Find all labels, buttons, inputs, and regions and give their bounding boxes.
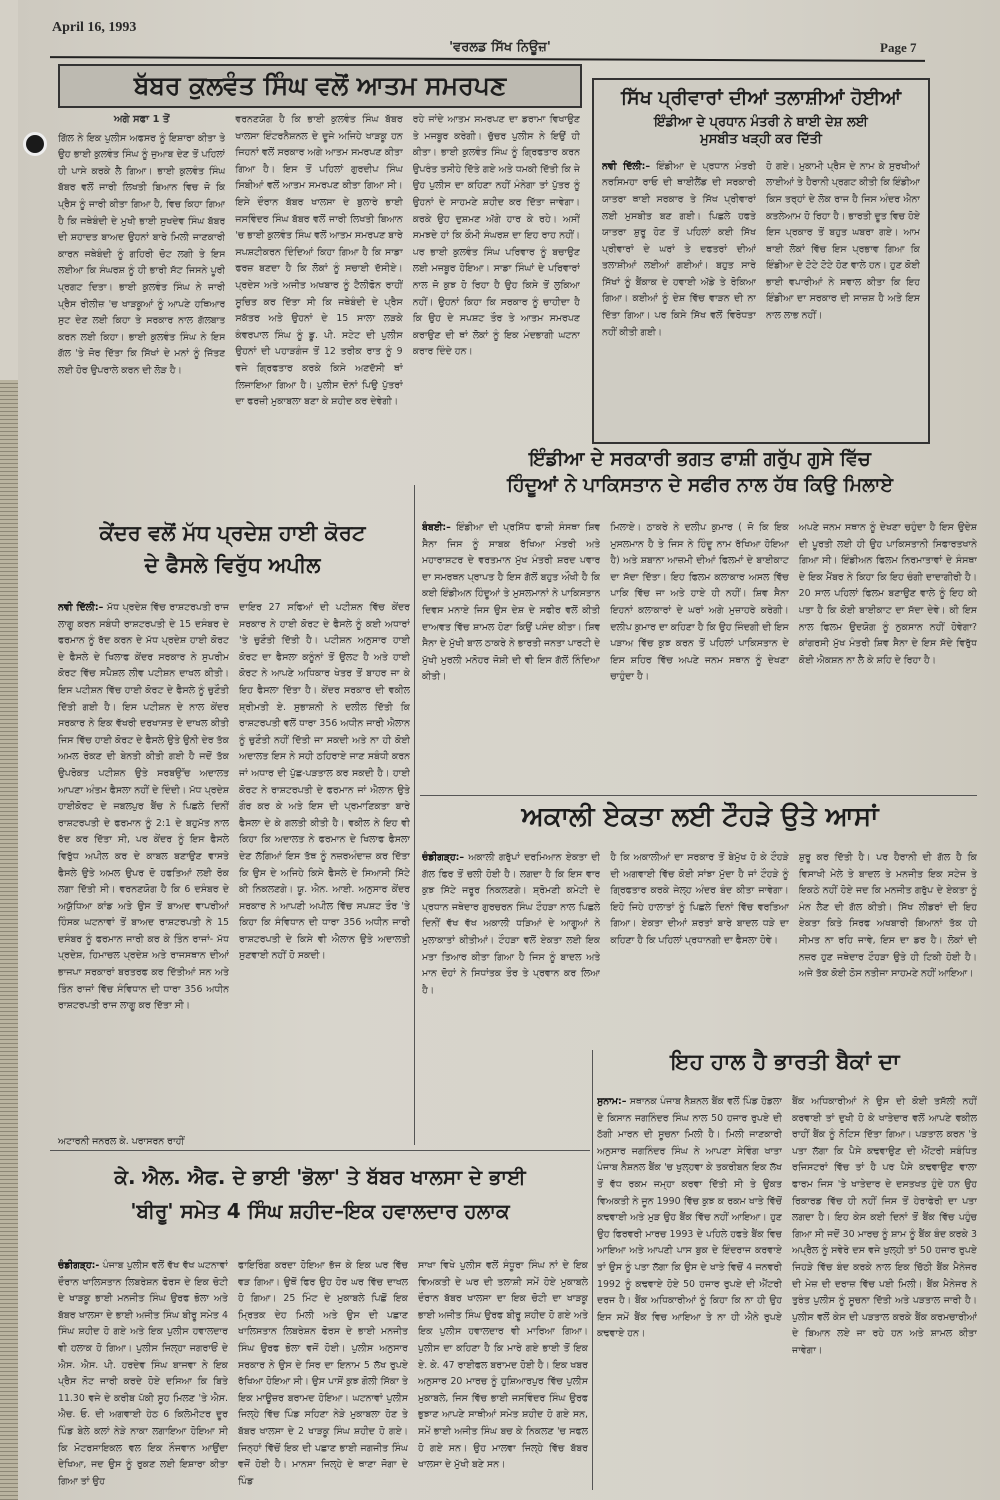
dateline: ਨਵੀ ਦਿੱਲੀ:– [58, 602, 104, 613]
headline-line: 'ਬੀਰੂ' ਸਮੇਤ 4 ਸਿੰਘ ਸ਼ਹੀਦ–ਇਕ ਹਵਾਲਦਾਰ ਹਲਾਕ [130, 1199, 510, 1223]
dateline: ਚੰਡੀਗੜ੍ਹ:– [422, 852, 465, 863]
article-column: ਅਪਣੇ ਜਨਮ ਸਥਾਨ ਨੂੰ ਦੇਖਣਾ ਚਹੁੰਦਾ ਹੈ ਇਸ ਉਦੇਸ਼ ਦੀ ਪੂਰਤੀ ਲਈ ਹੀ ਉਹ ਪਾਕਿਸਤਾਨੀ ਸਿਫਾਰਤਖਾਨੇ ਗਿਆ ਸੀ। ਇੰਡੀਅਨ ਫਿਲਮ ਨਿਰਮਾਤਾਵਾਂ ਦੇ ਸੰਸਥਾ ਦੇ ਇਕ ਮੈਂਬਰ ਨੇ ਕਿਹਾ ਕਿ ਇਹ ਚੰਗੀ ਦਾਦਾਗੀਰੀ ਹੈ। 20 ਸਾਲ ਪਹਿਲਾਂ ਫਿਲਮ ਬਣਾਉਣ ਵਾਲੇ ਨੂੰ ਇਹ ਕੀ ਪਤਾ ਹੈ ਕਿ ਕੋਈ ਬਾਈਕਾਟ ਦਾ ਸੱਦਾ ਦੇਵੇ। ਕੀ ਇਸ ਨਾਲ ਫਿਲਮ ਉਦਯੋਗ ਨੂੰ ਨੁਕਸਾਨ ਨਹੀਂ ਹੋਵੇਗਾ? ਕਾਂਗਰਸੀ ਮੁੱਖ ਮੰਤਰੀ ਸ਼ਿਵ ਸੈਨਾ ਦੇ ਇਸ ਸੱਦੇ ਵਿਰੁੱਧ ਕੋਈ ਐਕਸ਼ਨ ਨਾ ਲੈ ਕੇ ਸ਼ਹਿ ਦੇ ਰਿਹਾ ਹੈ। [798, 522, 977, 666]
article-text: ਪੰਜਾਬ ਪੁਲੀਸ ਵਲੋਂ ਵੱਖ ਵੱਖ ਘਟਨਾਵਾਂ ਦੌਰਾਨ ਖਾਲਿਸਤਾਨ ਲਿਬਰੇਸ਼ਨ ਫੋਰਸ ਦੇ ਇਕ ਚੋਟੀ ਦੇ ਖਾੜਕੂ ਭਾਈ ਮਨਜੀਤ ਸਿੰਘ ਉਰਫ ਭੋਲਾ ਅਤੇ ਬੱਬਰ ਖਾਲਸਾ ਦੇ ਭਾਈ ਅਜੀਤ ਸਿੰਘ ਬੀਰੂ ਸਮੇਤ 4 ਸਿੰਘ ਸ਼ਹੀਦ ਹੋ ਗਏ ਅਤੇ ਇਕ ਪੁਲੀਸ ਹਵਾਲਦਾਰ ਵੀ ਹਲਾਕ ਹੋ ਗਿਆ। ਪੁਲੀਸ ਜਿਲ੍ਹਾ ਜਗਰਾਓਂ ਦੇ ਐਸ. ਐਸ. ਪੀ. ਹਰਦੇਵ ਸਿੰਘ ਬਾਜਵਾ ਨੇ ਇਕ ਪ੍ਰੈਸ ਨੋਟ ਜਾਰੀ ਕਰਦੇ ਹੋਏ ਦਸਿਆ ਕਿ ਬਿਤੇ 11.30 ਵਜੇ ਦੇ ਕਰੀਬ ਪੱਕੀ ਸੂਹ ਮਿਲਣ 'ਤੇ ਐਸ. ਐਚ. ਓ. ਦੀ ਅਗਵਾਈ ਹੇਠ 6 ਕਿਲੋਮੀਟਰ ਦੂਰ ਪਿੰਡ ਬੇਲੇ ਕਲਾਂ ਨੇੜੇ ਨਾਕਾ ਲਗਾਇਆ ਹੋਇਆ ਸੀ ਕਿ ਮੋਟਰਸਾਇਕਲ ਵਲ ਇਕ ਨੌਜਵਾਨ ਆਉਂਦਾ ਦੇਖਿਆ, ਜਦ ਉਸ ਨੂੰ ਰੁਕਣ ਲਈ ਇਸ਼ਾਰਾ ਕੀਤਾ ਗਿਆ ਤਾਂ ਉਹ [58, 1260, 228, 1487]
article-column: ਹੈ ਕਿ ਅਕਾਲੀਆਂ ਦਾ ਸਰਕਾਰ ਤੋਂ ਬੇਮੁੱਖ ਹੋ ਕੇ ਟੌਹੜੇ ਦੀ ਅਗਵਾਈ ਵਿੱਚ ਕੋਈ ਸਾਂਝਾ ਮੁੱਦਾ ਹੈ ਜਾਂ ਟੌਹੜੇ ਨੂੰ ਗ੍ਰਿਫਤਾਰ ਕਰਕੇ ਜੇਲ੍ਹ ਅੰਦਰ ਬੰਦ ਕੀਤਾ ਜਾਵੇਗਾ। ਇਹੋ ਜਿਹੇ ਹਾਲਾਤਾਂ ਨੂੰ ਪਿਛਲੇ ਦਿਨਾਂ ਵਿੱਚ ਵਰਤਿਆ ਗਿਆ। ਏਕਤਾ ਦੀਆਂ ਸ਼ਰਤਾਂ ਬਾਰੇ ਬਾਦਲ ਧੜੇ ਦਾ ਕਹਿਣਾ ਹੈ ਕਿ ਪਹਿਲਾਂ ਪ੍ਰਧਾਨਗੀ ਦਾ ਫੈਸਲਾ ਹੋਵੇ। [610, 852, 789, 946]
searches-headline: ਸਿੱਖ ਪ੍ਰੀਵਾਰਾਂ ਦੀਆਂ ਤਲਾਸ਼ੀਆਂ ਹੋਈਆਂ [620, 87, 902, 109]
dateline: ਨਵੀ ਦਿੱਲੀ:– [602, 160, 651, 172]
article-text: ਇੰਡੀਆ ਦੇ ਪ੍ਰਧਾਨ ਮੰਤਰੀ ਨਰਸਿਮਹਾ ਰਾਓ ਦੀ ਥਾਈਲੈਂਡ ਦੀ ਸਰਕਾਰੀ ਯਾਤਰਾ ਥਾਈ ਸਰਕਾਰ ਤੇ ਸਿੱਖ ਪ੍ਰੀਵਾਰਾਂ ਲਈ ਮੁਸਬੀਤ ਬਣ ਗਈ। ਪਿਛਲੇ ਹਫਤੇ ਯਾਤਰਾ ਸ਼ੁਰੂ ਹੋਣ ਤੋਂ ਪਹਿਲਾਂ ਕਈ ਸਿੱਖ ਪ੍ਰੀਵਾਰਾਂ ਦੇ ਘਰਾਂ ਤੇ ਦਫਤਰਾਂ ਦੀਆਂ ਤਲਾਸ਼ੀਆਂ ਲਈਆਂ ਗਈਆਂ। ਬਹੁਤ ਸਾਰੇ ਸਿੱਖਾਂ ਨੂੰ ਬੈਂਕਾਕ ਦੇ ਹਵਾਈ ਅੱਡੇ ਤੇ ਰੋਕਿਆ ਗਿਆ। ਕਈਆਂ ਨੂੰ ਦੇਸ਼ ਵਿੱਚ ਵਾੜਨ ਦੀ ਨਾ ਦਿੱਤਾ ਗਿਆ। ਪਰ ਕਿਸੇ ਸਿੱਖ ਵਲੋਂ ਵਿਰੋਧਤਾ ਨਹੀਂ ਕੀਤੀ ਗਈ। [602, 160, 756, 338]
klf-headline [50, 1160, 590, 1228]
headline-line: ਕੇਂਦਰ ਵਲੋਂ ਮੱਧ ਪ੍ਰਦੇਸ਼ ਹਾਈ ਕੋਰਟ [99, 521, 366, 545]
article-column: ਸ਼ੁਰੂ ਕਰ ਦਿੱਤੀ ਹੈ। ਪਰ ਹੈਰਾਨੀ ਦੀ ਗੱਲ ਹੈ ਕਿ ਵਿਸਾਖੀ ਮੇਲੇ ਤੇ ਬਾਦਲ ਤੇ ਮਨਜੀਤ ਇਕ ਸਟੇਜ ਤੇ ਇਕਠੇ ਨਹੀਂ ਹੋਏ ਜਦ ਕਿ ਮਨਜੀਤ ਗਰੁੱਪ ਦੇ ਏਕਤਾ ਨੂੰ ਮੰਨ ਲੈਣ ਦੀ ਗੱਲ ਕੀਤੀ। ਸਿੱਖ ਲੀਡਰਾਂ ਦੀ ਇਹ ਏਕਤਾ ਕਿਤੇ ਸਿਰਫ ਅਖਬਾਰੀ ਬਿਆਨਾਂ ਤੱਕ ਹੀ ਸੀਮਤ ਨਾ ਰਹਿ ਜਾਵੇ, ਇਸ ਦਾ ਡਰ ਹੈ। ਲੋਕਾਂ ਦੀ ਨਜ਼ਰ ਹੁਣ ਜਥੇਦਾਰ ਟੌਹੜਾ ਉਤੇ ਹੀ ਟਿਕੀ ਹੋਈ ਹੈ। ਅਜੇ ਤੱਕ ਕੋਈ ਠੋਸ ਨਤੀਜਾ ਸਾਹਮਣੇ ਨਹੀਂ ਆਇਆ। [798, 852, 977, 980]
column-divider [592, 1050, 593, 1490]
binding-strip [0, 380, 18, 1500]
article-text: ਇੰਡੀਆ ਦੀ ਪ੍ਰਸਿੱਧ ਫਾਸ਼ੀ ਸੰਸਥਾ ਸ਼ਿਵ ਸੈਨਾ ਜਿਸ ਨੂੰ ਸਾਬਕ ਰੱਖਿਆ ਮੰਤਰੀ ਅਤੇ ਮਹਾਰਾਸ਼ਟਰ ਦੇ ਵਰਤਮਾਨ ਮੁੱਖ ਮੰਤਰੀ ਸ਼ਰਦ ਪਵਾਰ ਦਾ ਸਮਰਥਨ ਪ੍ਰਾਪਤ ਹੈ ਇਸ ਗੱਲੋਂ ਬਹੁਤ ਔਖੀ ਹੈ ਕਿ ਕਈ ਇੰਡੀਅਨ ਹਿੰਦੂਆਂ ਤੇ ਮੁਸਲਮਾਨਾਂ ਨੇ ਪਾਕਿਸਤਾਨ ਦਿਵਸ ਮਨਾਏ ਜਿਸ ਉਸ ਦੇਸ਼ ਦੇ ਸਫੀਰ ਵਲੋਂ ਕੀਤੀ ਦਾਅਵਤ ਵਿੱਚ ਸ਼ਾਮਲ ਹੋਣਾ ਕਿਉਂ ਪਸੰਦ ਕੀਤਾ। ਸ਼ਿਵ ਸੈਨਾ ਦੇ ਮੁੱਖੀ ਬਾਲ ਠਾਕਰੇ ਨੇ ਭਾਰਤੀ ਜਨਤਾ ਪਾਰਟੀ ਦੇ ਮੁੱਖੀ ਮੁਰਲੀ ਮਨੋਹਰ ਜੋਸ਼ੀ ਦੀ ਵੀ ਇਸ ਗੱਲੋਂ ਨਿੰਦਿਆ ਕੀਤੀ। [422, 522, 601, 683]
bank-article [597, 1094, 977, 1490]
article-column: ਬੈਂਕ ਅਧਿਕਾਰੀਆਂ ਨੇ ਉਸ ਦੀ ਕੋਈ ਤਸੱਲੀ ਨਹੀਂ ਕਰਵਾਈ ਤਾਂ ਦੁਖੀ ਹੋ ਕੇ ਖਾਤੇਦਾਰ ਵਲੋਂ ਆਪਣੇ ਵਕੀਲ ਰਾਹੀਂ ਬੈਂਕ ਨੂੰ ਨੋਟਿਸ ਦਿੱਤਾ ਗਿਆ। ਪੜਤਾਲ ਕਰਨ 'ਤੇ ਪਤਾ ਲੱਗਾ ਕਿ ਪੈਸੇ ਕਢਵਾਉਣ ਦੀ ਐਂਟਰੀ ਸਬੰਧਿਤ ਰਜਿਸਟਰਾਂ ਵਿੱਚ ਤਾਂ ਹੈ ਪਰ ਪੈਸੇ ਕਢਵਾਉਣ ਵਾਲਾ ਫਾਰਮ ਜਿਸ 'ਤੇ ਖਾਤੇਦਾਰ ਦੇ ਦਸਤਖਤ ਹੁੰਦੇ ਹਨ ਉਹ ਰਿਕਾਰਡ ਵਿੱਚ ਹੀ ਨਹੀਂ ਜਿਸ ਤੋਂ ਹੇਰਾਫੇਰੀ ਦਾ ਪਤਾ ਲਗਦਾ ਹੈ। ਇਹ ਕੇਸ ਕਈ ਦਿਨਾਂ ਤੋਂ ਬੈਂਕ ਵਿੱਚ ਪਹੁੰਚ ਗਿਆ ਸੀ ਜਦੋਂ 30 ਮਾਰਚ ਨੂੰ ਸ਼ਾਮ ਨੂੰ ਬੈਂਕ ਬੰਦ ਕਰਕੇ 3 ਅਪ੍ਰੈਲ ਨੂੰ ਸਵੇਰੇ ਦਸ ਵਜੇ ਖੁਲ੍ਹੀ ਤਾਂ 50 ਹਜਾਰ ਰੁਪਏ ਜਿਹੜੇ ਵਿੱਚ ਬੰਦ ਕਰਕੇ ਨਾਲ ਇਕ ਚਿੱਠੀ ਬੈਂਕ ਮੈਨੇਜਰ ਦੀ ਮੇਜ਼ ਦੀ ਦਰਾਜ਼ ਵਿੱਚ ਪਈ ਮਿਲੀ। ਬੈਂਕ ਮੈਨੇਜਰ ਨੇ ਤੁਰੰਤ ਪੁਲੀਸ ਨੂੰ ਸੂਚਨਾ ਦਿੱਤੀ ਅਤੇ ਪੜਤਾਲ ਜਾਰੀ ਹੈ। ਪੁਲੀਸ ਵਲੋਂ ਕੇਸ ਦੀ ਪੜਤਾਲ ਕਰਕੇ ਬੈਂਕ ਕਰਮਚਾਰੀਆਂ ਦੇ ਬਿਆਨ ਲਏ ਜਾ ਰਹੇ ਹਨ ਅਤੇ ਸ਼ਾਮਲ ਕੀਤਾ ਜਾਵੇਗਾ। [792, 1096, 977, 1356]
article-column: ਹੋ ਗਏ। ਮੁਕਾਮੀ ਪ੍ਰੈਸ ਦੇ ਨਾਮ ਕੇ ਸੁਰਖੀਆਂ ਲਾਈਆਂ ਤੇ ਹੈਰਾਨੀ ਪ੍ਰਗਟ ਕੀਤੀ ਕਿ ਇੰਡੀਆ ਕਿਸ ਤਰ੍ਹਾਂ ਦੇ ਲੋਕ ਰਾਜ ਹੈ ਜਿਸ ਅੰਦਰ ਐਨਾ ਕਤਲੇਆਮ ਹੋ ਰਿਹਾ ਹੈ। ਭਾਰਤੀ ਦੂਤ ਵਿਚ ਹੋਏ ਇਸ ਪ੍ਰਕਾਰ ਤੋਂ ਬਹੁਤ ਘਬਰਾ ਗਏ। ਆਮ ਥਾਈ ਲੋਕਾਂ ਵਿੱਚ ਇਸ ਪ੍ਰਭਾਵ ਗਿਆ ਕਿ ਇੰਡੀਆ ਦੇ ਟੋਟੇ ਟੋਟੇ ਹੋਣ ਵਾਲੇ ਹਨ। ਹੁਣ ਕੋਈ ਭਾਈ ਵਪਾਰੀਆਂ ਨੇ ਸਵਾਲ ਕੀਤਾ ਕਿ ਇਹ ਇੰਡੀਆ ਦਾ ਸਰਕਾਰ ਦੀ ਸਾਜ਼ਸ਼ ਹੈ ਅਤੇ ਇਸ ਨਾਲ ਲਾਭ ਨਹੀਂ। [766, 160, 920, 322]
surrender-headline: ਬੱਬਰ ਕੁਲਵੰਤ ਸਿੰਘ ਵਲੋਂ ਆਤਮ ਸਮਰਪਣ [58, 64, 582, 108]
article-column: ਮਿਲਾਏ। ਠਾਕਰੇ ਨੇ ਦਲੀਪ ਕੁਮਾਰ ( ਜੋ ਕਿ ਇਕ ਮੁਸਲਮਾਨ ਹੈ ਤੇ ਜਿਸ ਨੇ ਹਿੰਦੂ ਨਾਮ ਰੱਖਿਆ ਹੋਇਆ ਹੈ) ਅਤੇ ਸ਼ਬਾਨਾ ਆਜ਼ਮੀ ਦੀਆਂ ਫਿਲਮਾਂ ਦੇ ਬਾਈਕਾਟ ਦਾ ਸੱਦਾ ਦਿੱਤਾ। ਇਹ ਫਿਲਮ ਕਲਾਕਾਰ ਅਸਲ ਵਿੱਚ ਪਾਕਿ ਵਿੱਚ ਜਾ ਅਤੇ ਹਾਏ ਹੀ ਨਹੀਂ। ਸ਼ਿਵ ਸੈਨਾ ਇਹਨਾਂ ਕਲਾਕਾਰਾਂ ਦੇ ਘਰਾਂ ਅਗੇ ਮੁਜ਼ਾਹਰੇ ਕਰੇਗੀ। ਦਲੀਪ ਕੁਮਾਰ ਦਾ ਕਹਿਣਾ ਹੈ ਕਿ ਉਹ ਜਿੰਦਗੀ ਦੀ ਇਸ ਪੜਾਅ ਵਿੱਚ ਕੁਝ ਕਰਨ ਤੋਂ ਪਹਿਲਾਂ ਪਾਕਿਸਤਾਨ ਦੇ ਇਸ ਸ਼ਹਿਰ ਵਿੱਚ ਅਪਣੇ ਜਨਮ ਸਥਾਨ ਨੂੰ ਦੇਖਣਾ ਚਾਹੁੰਦਾ ਹੈ। [610, 522, 789, 683]
searches-article-box [592, 78, 930, 444]
court-article [58, 600, 410, 1130]
continued-label: ਅਗੇ ਸਫਾ 1 ਤੋਂ [113, 114, 170, 125]
article-text: ਸਥਾਨਕ ਪੰਜਾਬ ਨੈਸ਼ਨਲ ਬੈਂਕ ਵਲੋਂ ਪਿੰਡ ਹੋਡਲਾ ਦੇ ਕਿਸਾਨ ਜਗਨਿੰਦਰ ਸਿੰਘ ਨਾਲ 50 ਹਜਾਰ ਰੁਪਏ ਦੀ ਠੱਗੀ ਮਾਰਨ ਦੀ ਸੂਚਨਾ ਮਿਲੀ ਹੈ। ਮਿਲੀ ਜਾਣਕਾਰੀ ਅਨੁਸਾਰ ਜਗਨਿੰਦਰ ਸਿੰਘ ਨੇ ਆਪਣਾ ਸੇਵਿੰਗ ਖਾਤਾ ਪੰਜਾਬ ਨੈਸ਼ਨਲ ਬੈਂਕ 'ਚ ਖੁਲ੍ਹਵਾ ਕੇ ਤਕਰੀਬਨ ਇਕ ਲੱਖ ਤੋਂ ਵੱਧ ਰਕਮ ਜਮ੍ਹਾ ਕਰਵਾ ਦਿੱਤੀ ਸੀ ਤੇ ਉਕਤ ਵਿਅਕਤੀ ਨੇ ਜੂਨ 1990 ਵਿੱਚ ਕੁਝ ਕ ਰਕਮ ਖਾਤੇ ਵਿੱਚੋਂ ਕਢਵਾਈ ਅਤੇ ਮੁੜ ਉਹ ਬੈਂਕ ਵਿੱਚ ਨਹੀਂ ਆਇਆ। ਹੁਣ ਉਹ ਫਿਰਵਰੀ ਮਾਰਚ 1993 ਦੇ ਪਹਿਲੇ ਹਫਤੇ ਬੈਂਕ ਵਿਚ ਆਇਆ ਅਤੇ ਆਪਣੀ ਪਾਸ ਬੁਕ ਦੇ ਇੰਦਰਾਜ ਕਰਵਾਏ ਤਾਂ ਉਸ ਨੂੰ ਪਤਾ ਲੱਗਾ ਕਿ ਉਸ ਦੇ ਖਾਤੇ ਵਿਚੋਂ 4 ਜਨਵਰੀ 1992 ਨੂੰ ਕਢਵਾਏ ਹੋਏ 50 ਹਜਾਰ ਰੁਪਏ ਦੀ ਐਂਟਰੀ ਦਰਜ ਹੈ। ਬੈਂਕ ਅਧਿਕਾਰੀਆਂ ਨੂੰ ਕਿਹਾ ਕਿ ਨਾ ਹੀ ਉਹ ਇਸ ਸਮੇਂ ਬੈਂਕ ਵਿਚ ਆਇਆ ਤੇ ਨਾ ਹੀ ਐਨੇ ਰੁਪਏ ਕਢਵਾਏ ਹਨ। [597, 1096, 782, 1340]
page-number: Page 7 [880, 40, 917, 55]
headline-line: ਹਿੰਦੂਆਂ ਨੇ ਪਾਕਿਸਤਾਨ ਦੇ ਸਫੀਰ ਨਾਲ ਹੱਥ ਕਿਉ ਮਿਲਾਏ [506, 473, 894, 496]
headline-line: ਕੇ. ਐਲ. ਐਫ. ਦੇ ਭਾਈ 'ਭੋਲਾ' ਤੇ ਬੱਬਰ ਖਾਲਸਾ ਦੇ ਭਾਈ [114, 1165, 526, 1189]
akali-article [422, 850, 977, 1046]
court-signoff: ਅਟਾਰਨੀ ਜਨਰਲ ਕੇ. ਪਰਾਸਰਨ ਰਾਹੀਂ [58, 1136, 185, 1147]
article-text: ਗਿੱਲ ਨੇ ਇਕ ਪੁਲੀਸ ਅਫਸਰ ਨੂੰ ਇਸ਼ਾਰਾ ਕੀਤਾ ਤੇ ਉਹ ਭਾਈ ਕੁਲਵੰਤ ਸਿੰਘ ਨੂੰ ਜੁਆਬ ਦੇਣ ਤੋਂ ਪਹਿਲਾਂ ਹੀ ਪਾਸੇ ਕਰਕੇ ਲੈ ਗਿਆ। ਭਾਈ ਕੁਲਵੰਤ ਸਿੰਘ ਬੱਬਰ ਵਲੋਂ ਜਾਰੀ ਲਿਖਤੀ ਬਿਆਨ ਵਿਚ ਜੋ ਕਿ ਪ੍ਰੈਸ ਨੂੰ ਜਾਰੀ ਕੀਤਾ ਗਿਆ ਹੈ, ਵਿਚ ਕਿਹਾ ਗਿਆ ਹੈ ਕਿ ਜਥੇਬੰਦੀ ਦੇ ਮੁਖੀ ਭਾਈ ਸੁਖਦੇਵ ਸਿੰਘ ਬੱਬਰ ਦੀ ਸ਼ਹਾਦਤ ਬਾਅਦ ਉਹਨਾਂ ਬਾਰੇ ਮਿਲੀ ਜਾਣਕਾਰੀ ਕਾਰਨ ਜਥੇਬੰਦੀ ਨੂੰ ਗਹਿਰੀ ਚੋਟ ਲਗੀ ਤੇ ਇਸ ਲਈਆ ਕਿ ਸੰਘਰਸ਼ ਨੂੰ ਹੀ ਭਾਰੀ ਸੱਟ ਜਿਸਨੇ ਪੂਰੀ ਪ੍ਰਗਟ ਦਿਤਾ। ਭਾਈ ਕੁਲਵੰਤ ਸਿੰਘ ਨੇ ਜਾਰੀ ਪ੍ਰੈਸ ਰੀਲੀਜ਼ 'ਚ ਖਾੜਕੂਆਂ ਨੂੰ ਆਪਣੇ ਹਥਿਆਰ ਸੁਟ ਦੇਣ ਲਈ ਕਿਹਾ ਤੇ ਸਰਕਾਰ ਨਾਲ ਗੱਲਬਾਤ ਕਰਨ ਲਈ ਕਿਹਾ। ਭਾਈ ਕੁਲਵੰਤ ਸਿੰਘ ਨੇ ਇਸ ਗੱਲ 'ਤੇ ਜੋਰ ਦਿੱਤਾ ਕਿ ਸਿੱਖਾਂ ਦੇ ਮਨਾਂ ਨੂੰ ਜਿੱਤਣ ਲਈ ਹੋਰ ਉਪਰਾਲੇ ਕਰਨ ਦੀ ਲੋੜ ਹੈ। [58, 132, 226, 376]
newspaper-title: 'ਵਰਲਡ ਸਿੱਖ ਨਿਊਜ਼' [449, 40, 551, 55]
article-column: ਸਾਖਾ ਵਿਖੇ ਪੁਲੀਸ ਵਲੋਂ ਸੰਧੂਰਾ ਸਿੰਘ ਨਾਂ ਦੇ ਇਕ ਵਿਅਕਤੀ ਦੇ ਘਰ ਦੀ ਤਲਾਸ਼ੀ ਸਮੇਂ ਹੋਏ ਮੁਕਾਬਲੇ ਦੌਰਾਨ ਬੱਬਰ ਖਾਲਸਾ ਦਾ ਇਕ ਚੋਟੀ ਦਾ ਖਾੜਕੂ ਭਾਈ ਅਜੀਤ ਸਿੰਘ ਉਰਫ ਬੀਰੂ ਸ਼ਹੀਦ ਹੋ ਗਏ ਅਤੇ ਇਕ ਪੁਲੀਸ ਹਵਾਲਦਾਰ ਵੀ ਮਾਰਿਆ ਗਿਆ। ਪੁਲੀਸ ਦਾ ਕਹਿਣਾ ਹੈ ਕਿ ਮਾਰੇ ਗਏ ਭਾਈ ਤੋਂ ਇਕ ਏ. ਕੇ. 47 ਰਾਈਫਲ ਬਰਾਮਦ ਹੋਈ ਹੈ। ਇਕ ਖਬਰ ਅਨੁਸਾਰ 20 ਮਾਰਚ ਨੂੰ ਹੁਸ਼ਿਆਰਪੁਰ ਵਿੱਚ ਪੁਲੀਸ ਮੁਕਾਬਲੇ, ਜਿਸ ਵਿੱਚ ਭਾਈ ਜਸਵਿੰਦਰ ਸਿੰਘ ਉਰਫ ਭੁਝਾਣ ਆਪਣੇ ਸਾਥੀਆਂ ਸਮੇਤ ਸ਼ਹੀਦ ਹੋ ਗਏ ਸਨ, ਸਮੇਂ ਭਾਈ ਅਜੀਤ ਸਿੰਘ ਬਚ ਕੇ ਨਿਕਲਣ 'ਚ ਸਫਲ ਹੋ ਗਏ ਸਨ। ਉਹ ਮਾਲਵਾ ਜਿਲ੍ਹੇ ਵਿੱਚ ਬੱਬਰ ਖਾਲਸਾ ਦੇ ਮੁੱਖੀ ਬਣੇ ਸਨ। [418, 1260, 588, 1471]
dateline: ਸੁਨਾਮ:– [597, 1096, 627, 1107]
article-column [58, 600, 229, 1130]
article-column: ਰਹੇ ਜਾਂਦੇ ਆਤਮ ਸਮਰਪਣ ਦਾ ਡਰਾਮਾ ਵਿਖਾਉਣ ਤੇ ਮਜਬੂਰ ਕਰੇਗੀ। ਚੁੱਚਰ ਪੁਲੀਸ ਨੇ ਇਉਂ ਹੀ ਕੀਤਾ। ਭਾਈ ਕੁਲਵੰਤ ਸਿੰਘ ਨੂੰ ਗ੍ਰਿਫਤਾਰ ਕਰਨ ਉਪਰੰਤ ਤਸੀਹੇ ਦਿੱਤੇ ਗਏ ਅਤੇ ਧਮਕੀ ਦਿੱਤੀ ਕਿ ਜੇ ਉਹ ਪੁਲੀਸ ਦਾ ਕਹਿਣਾ ਨਹੀਂ ਮੰਨੇਗਾ ਤਾਂ ਪੁੱਤਰ ਨੂੰ ਉਹਨਾਂ ਦੇ ਸਾਹਮਣੇ ਸ਼ਹੀਦ ਕਰ ਦਿੱਤਾ ਜਾਵੇਗਾ। ਕਰਕੇ ਉਹ ਦੁਸ਼ਮਣ ਅੱਗੇ ਹਾਰ ਕੇ ਰਹੇ। ਅਸੀਂ ਸਮਝਦੇ ਹਾਂ ਕਿ ਕੌਮੀ ਸੰਘਰਸ਼ ਦਾ ਇਹ ਰਾਹ ਨਹੀਂ। ਪਰ ਭਾਈ ਕੁਲਵੰਤ ਸਿੰਘ ਪਰਿਵਾਰ ਨੂੰ ਬਚਾਉਣ ਲਈ ਮਜਬੂਰ ਹੋਇਆ। ਸਾਡਾ ਸਿੰਘਾਂ ਦੇ ਪਰਿਵਾਰਾਂ ਨਾਲ ਜੋ ਕੁਝ ਹੋ ਰਿਹਾ ਹੈ ਉਹ ਕਿਸੇ ਤੋਂ ਲੁਕਿਆ ਨਹੀਂ। ਉਹਨਾਂ ਕਿਹਾ ਕਿ ਸਰਕਾਰ ਨੂੰ ਚਾਹੀਦਾ ਹੈ ਕਿ ਉਹ ਦੇ ਸਪਸ਼ਟ ਤੌਰ ਤੇ ਆਤਮ ਸਮਰਪਣ ਕਰਾਉਣ ਦੀ ਥਾਂ ਲੋਕਾਂ ਨੂੰ ਇਕ ਮੰਦਭਾਗੀ ਘਟਨਾ ਕਰਾਰ ਦਿੰਦੇ ਹਨ। [412, 114, 580, 358]
handshake-article [422, 520, 977, 792]
searches-subhead: ਮੁਸਬੀਤ ਖੜ੍ਹੀ ਕਰ ਦਿੱਤੀ [700, 132, 822, 148]
surrender-article [58, 112, 580, 480]
punch-hole [26, 135, 44, 153]
searches-subhead: ਇੰਡੀਆ ਦੇ ਪ੍ਰਧਾਨ ਮੰਤਰੀ ਨੇ ਥਾਈ ਦੇਸ਼ ਲਈ [654, 114, 868, 130]
article-column: ਫਾਇਰਿੰਗ ਕਰਦਾ ਹੋਇਆ ਭੱਜ ਕੇ ਇਕ ਘਰ ਵਿੱਚ ਵੜ ਗਿਆ। ਉਥੋਂ ਫਿਰ ਉਹ ਹੋਰ ਘਰ ਵਿੱਚ ਦਾਖਲ ਹੋ ਗਿਆ। 25 ਮਿੰਟ ਦੇ ਮੁਕਾਬਲੇ ਪਿਛੋਂ ਇਕ ਮ੍ਰਿਤਕ ਦੇਹ ਮਿਲੀ ਅਤੇ ਉਸ ਦੀ ਪਛਾਣ ਖਾਲਿਸਤਾਨ ਲਿਬਰੇਸ਼ਨ ਫੋਰਸ ਦੇ ਭਾਈ ਮਨਜੀਤ ਸਿੰਘ ਉਰਫ ਭੋਲਾ ਵਜੋਂ ਹੋਈ। ਪੁਲੀਸ ਅਨੁਸਾਰ ਸਰਕਾਰ ਨੇ ਉਸ ਦੇ ਸਿਰ ਦਾ ਇਨਾਮ 5 ਲੱਖ ਰੁਪਏ ਰੱਖਿਆ ਹੋਇਆ ਸੀ। ਉਸ ਪਾਸੋਂ ਕੁਝ ਗੋਲੀ ਸਿੱਕਾ ਤੇ ਇਕ ਮਾਊਜ਼ਰ ਬਰਾਮਦ ਹੋਇਆ। ਘਟਨਾਵਾਂ ਪੁਲੀਸ ਜਿਲ੍ਹੇ ਵਿੱਚ ਪਿੰਡ ਸਹਿਣਾ ਨੇੜੇ ਮੁਕਾਬਲਾ ਹੋਣ ਤੇ ਬੱਬਰ ਖਾਲਸਾ ਦੇ 2 ਖਾੜਕੂ ਸਿੰਘ ਸ਼ਹੀਦ ਹੋ ਗਏ। ਜਿਨ੍ਹਾਂ ਵਿੱਚੋਂ ਇਕ ਦੀ ਪਛਾਣ ਭਾਈ ਜਗਜੀਤ ਸਿੰਘ ਵਜੋਂ ਹੋਈ ਹੈ। ਮਾਨਸਾ ਜਿਲ੍ਹੇ ਦੇ ਥਾਣਾ ਜੋਗਾ ਦੇ ਪਿੰਡ [238, 1260, 408, 1487]
article-column: ਵਰਨਣਯੋਗ ਹੈ ਕਿ ਭਾਈ ਕੁਲਵੰਤ ਸਿੰਘ ਬੱਬਰ ਖਾਲਸਾ ਇੰਟਰਨੈਸ਼ਨਲ ਦੇ ਦੂਜੇ ਅਜਿਹੇ ਖਾੜਕੂ ਹਨ ਜਿਹਨਾਂ ਵਲੋਂ ਸਰਕਾਰ ਅਗੇ ਆਤਮ ਸਮਰਪਣ ਕੀਤਾ ਗਿਆ ਹੈ। ਇਸ ਤੋਂ ਪਹਿਲਾਂ ਗੁਰਦੀਪ ਸਿੰਘ ਸਿਬੀਆਂ ਵਲੋਂ ਆਤਮ ਸਮਰਪਣ ਕੀਤਾ ਗਿਆ ਸੀ। ਇਸੇ ਦੌਰਾਨ ਬੱਬਰ ਖਾਲਸਾ ਦੇ ਬੁਲਾਰੇ ਭਾਈ ਜਸਵਿੰਦਰ ਸਿੰਘ ਬੱਬਰ ਵਲੋਂ ਜਾਰੀ ਲਿਖਤੀ ਬਿਆਨ 'ਚ ਭਾਈ ਕੁਲਵੰਤ ਸਿੰਘ ਵਲੋਂ ਆਤਮ ਸਮਰਪਣ ਬਾਰੇ ਸਪਸ਼ਟੀਕਰਨ ਦਿੰਦਿਆਂ ਕਿਹਾ ਗਿਆ ਹੈ ਕਿ ਸਾਡਾ ਫਰਜ਼ ਬਣਦਾ ਹੈ ਕਿ ਲੋਕਾਂ ਨੂੰ ਸਚਾਈ ਦੱਸੀਏ। ਪ੍ਰਦੇਸ ਅਤੇ ਅਜੀਤ ਅਖਬਾਰ ਨੂੰ ਟੈਲੀਫੋਨ ਰਾਹੀਂ ਸੂਚਿਤ ਕਰ ਦਿੱਤਾ ਸੀ ਕਿ ਜਥੇਬੰਦੀ ਦੇ ਪ੍ਰੈਸ ਸਕੱਤਰ ਅਤੇ ਉਹਨਾਂ ਦੇ 15 ਸਾਲਾ ਲੜਕੇ ਕੰਵਰਪਾਲ ਸਿੰਘ ਨੂੰ ਡੂ. ਪੀ. ਸਟੇਟ ਦੀ ਪੁਲੀਸ ਉਹਨਾਂ ਦੀ ਪਹਾੜਗੰਜ ਤੋਂ 12 ਤਰੀਕ ਰਾਤ ਨੂੰ 9 ਵਜੇ ਗ੍ਰਿਫਤਾਰ ਕਰਕੇ ਕਿਸੇ ਅਣਦੱਸੀ ਥਾਂ ਲਿਜਾਇਆ ਗਿਆ ਹੈ। ਪੁਲੀਸ ਦੋਨਾਂ ਪਿਉ ਪੁੱਤਰਾਂ ਦਾ ਫਰਜ਼ੀ ਮੁਕਾਬਲਾ ਬਣਾ ਕੇ ਸ਼ਹੀਦ ਕਰ ਦੇਵੇਗੀ। [235, 114, 403, 408]
dateline: ਬੰਬਈ:– [422, 522, 451, 533]
article-column [422, 850, 600, 1046]
article-column [58, 112, 225, 480]
issue-date: April 16, 1993 [52, 20, 137, 35]
dateline: ਚੰਡੀਗੜ੍ਹ:- [58, 1260, 100, 1271]
bank-headline: ਇਹ ਹਾਲ ਹੈ ਭਾਰਤੀ ਬੈਕਾਂ ਦਾ [670, 1050, 900, 1075]
court-headline [50, 518, 415, 581]
article-column: ਦਾਇਰ 27 ਸਫਿਆਂ ਦੀ ਪਟੀਸ਼ਨ ਵਿੱਚ ਕੇਂਦਰ ਸਰਕਾਰ ਨੇ ਹਾਈ ਕੋਰਟ ਦੇ ਫੈਸਲੇ ਨੂੰ ਕਈ ਅਧਾਰਾਂ 'ਤੇ ਚੁਣੌਤੀ ਦਿੱਤੀ ਹੈ। ਪਟੀਸ਼ਨ ਅਨੁਸਾਰ ਹਾਈ ਕੋਰਟ ਦਾ ਫੈਸਲਾ ਕਨੂੰਨਾਂ ਤੋਂ ਉਲਟ ਹੈ ਅਤੇ ਹਾਈ ਕੋਰਟ ਨੇ ਆਪਣੇ ਅਧਿਕਾਰ ਖੇਤਰ ਤੋਂ ਬਾਹਰ ਜਾ ਕੇ ਇਹ ਫੈਸਲਾ ਦਿੱਤਾ ਹੈ। ਕੇਂਦਰ ਸਰਕਾਰ ਦੀ ਵਕੀਲ ਸ਼੍ਰੀਮਤੀ ਏ. ਸੁਭਾਸ਼ਨੀ ਨੇ ਦਲੀਲ ਦਿੱਤੀ ਕਿ ਰਾਸ਼ਟਰਪਤੀ ਵਲੋਂ ਧਾਰਾ 356 ਅਧੀਨ ਜਾਰੀ ਐਲਾਨ ਨੂੰ ਚੁਣੌਤੀ ਨਹੀਂ ਦਿੱਤੀ ਜਾ ਸਕਦੀ ਅਤੇ ਨਾ ਹੀ ਕੋਈ ਅਦਾਲਤ ਇਸ ਨੇ ਸਹੀ ਠਹਿਰਾਏ ਜਾਣ ਸਬੰਧੀ ਕਰਨ ਜਾਂ ਅਧਾਰ ਦੀ ਪੁੱਛ-ਪੜਤਾਲ ਕਰ ਸਕਦੀ ਹੈ। ਹਾਈ ਕੋਰਟ ਨੇ ਰਾਸ਼ਟਰਪਤੀ ਦੇ ਫਰਮਾਨ ਜਾਂ ਐਲਾਨ ਉਤੇ ਗੌਰ ਕਰ ਕੇ ਅਤੇ ਇਸ ਦੀ ਪ੍ਰਮਾਣਿਕਤਾ ਬਾਰੇ ਫੈਸਲਾ ਦੇ ਕੇ ਗਲਤੀ ਕੀਤੀ ਹੈ। ਵਕੀਲ ਨੇ ਇਹ ਵੀ ਕਿਹਾ ਕਿ ਅਦਾਲਤ ਨੇ ਫਰਮਾਨ ਦੇ ਖਿਲਾਫ ਫੈਸਲਾ ਦੇਣ ਲੱਗਿਆਂ ਇਸ ਤੱਥ ਨੂੰ ਨਜ਼ਰਅੰਦਾਜ਼ ਕਰ ਦਿੱਤਾ ਕਿ ਉਸ ਦੇ ਅਜਿਹੇ ਕਿਸੇ ਫੈਸਲੇ ਦੇ ਸਿਆਸੀ ਸਿੱਟੇ ਕੀ ਨਿਕਲਣਗੇ। ਯੂ. ਐਨ. ਆਈ. ਅਨੁਸਾਰ ਕੇਂਦਰ ਸਰਕਾਰ ਨੇ ਆਪਣੀ ਅਪੀਲ ਵਿੱਚ ਸਪਸ਼ਟ ਤੌਰ 'ਤੇ ਕਿਹਾ ਕਿ ਸੰਵਿਧਾਨ ਦੀ ਧਾਰਾ 356 ਅਧੀਨ ਜਾਰੀ ਰਾਸ਼ਟਰਪਤੀ ਦੇ ਕਿਸੇ ਵੀ ਐਲਾਨ ਉਤੇ ਅਦਾਲਤੀ ਸੁਣਵਾਈ ਨਹੀਂ ਹੋ ਸਕਦੀ। [239, 602, 410, 962]
akali-headline: ਅਕਾਲੀ ਏਕਤਾ ਲਈ ਟੌਹੜੇ ਉਤੇ ਆਸਾਂ [521, 802, 879, 832]
handshake-headline [420, 447, 980, 498]
section-divider [420, 795, 977, 796]
headline-line: ਇੰਡੀਆ ਦੇ ਸਰਕਾਰੀ ਭਗਤ ਫਾਸ਼ੀ ਗਰੁੱਪ ਗੁਸੇ ਵਿੱਚ [529, 448, 871, 470]
article-column [422, 520, 600, 792]
section-divider [50, 1150, 590, 1151]
klf-article [58, 1258, 588, 1490]
column-divider [414, 485, 415, 1145]
article-text: ਅਕਾਲੀ ਗਰੁੱਪਾਂ ਦਰਮਿਆਨ ਏਕਤਾ ਦੀ ਗੱਲ ਫਿਰ ਤੋਂ ਚਲੀ ਹੋਈ ਹੈ। ਲਗਦਾ ਹੈ ਕਿ ਇਸ ਵਾਰ ਕੁਝ ਸਿੱਟੇ ਜਰੂਰ ਨਿਕਲਣਗੇ। ਸ਼੍ਰੋਮਣੀ ਕਮੇਟੀ ਦੇ ਪ੍ਰਧਾਨ ਜਥੇਦਾਰ ਗੁਰਚਰਨ ਸਿੰਘ ਟੌਹੜਾ ਨਾਲ ਪਿਛਲੇ ਦਿਨੀਂ ਵੱਖ ਵੱਖ ਅਕਾਲੀ ਧੜਿਆਂ ਦੇ ਆਗੂਆਂ ਨੇ ਮੁਲਾਕਾਤਾਂ ਕੀਤੀਆਂ। ਟੌਹੜਾ ਵਲੋਂ ਏਕਤਾ ਲਈ ਇਕ ਮਤਾ ਤਿਆਰ ਕੀਤਾ ਗਿਆ ਹੈ ਜਿਸ ਨੂੰ ਬਾਦਲ ਅਤੇ ਮਾਨ ਦੋਹਾਂ ਨੇ ਸਿਧਾਂਤਕ ਤੌਰ ਤੇ ਪ੍ਰਵਾਨ ਕਰ ਲਿਆ ਹੈ। [422, 852, 601, 996]
article-text: ਮੱਧ ਪ੍ਰਦੇਸ਼ ਵਿੱਚ ਰਾਸ਼ਟਰਪਤੀ ਰਾਜ ਲਾਗੂ ਕਰਨ ਸਬੰਧੀ ਰਾਸ਼ਟਰਪਤੀ ਦੇ 15 ਦਸੰਬਰ ਦੇ ਫਰਮਾਨ ਨੂੰ ਰੱਦ ਕਰਨ ਦੇ ਮੱਧ ਪ੍ਰਦੇਸ਼ ਹਾਈ ਕੋਰਟ ਦੇ ਫੈਸਲੇ ਦੇ ਖਿਲਾਫ ਕੇਂਦਰ ਸਰਕਾਰ ਨੇ ਸੁਪਰੀਮ ਕੋਰਟ ਵਿੱਚ ਸਪੈਸ਼ਲ ਲੀਵ ਪਟੀਸ਼ਨ ਦਾਖਲ ਕੀਤੀ। ਇਸ ਪਟੀਸ਼ਨ ਵਿੱਚ ਹਾਈ ਕੋਰਟ ਦੇ ਫੈਸਲੇ ਨੂੰ ਚੁਣੌਤੀ ਦਿੱਤੀ ਗਈ ਹੈ। ਇਸ ਪਟੀਸ਼ਨ ਦੇ ਨਾਲ ਕੇਂਦਰ ਸਰਕਾਰ ਨੇ ਇਕ ਵੱਖਰੀ ਦਰਖਾਸਤ ਦੇ ਦਾਖਲ ਕੀਤੀ ਜਿਸ ਵਿੱਚ ਹਾਈ ਕੋਰਟ ਦੇ ਫੈਸਲੇ ਉਤੇ ਉਨੀ ਦੇਰ ਤੱਕ ਅਮਲ ਰੋਕਣ ਦੀ ਬੇਨਤੀ ਕੀਤੀ ਗਈ ਹੈ ਜਦੋਂ ਤੱਕ ਉਪਰੋਕਤ ਪਟੀਸ਼ਨ ਉਤੇ ਸਰਬਉੱਚ ਅਦਾਲਤ ਆਪਣਾ ਅੰਤਮ ਫੈਸਲਾ ਨਹੀਂ ਦੇ ਦਿੰਦੀ। ਮੱਧ ਪ੍ਰਦੇਸ਼ ਹਾਈਕੋਰਟ ਦੇ ਜਬਲਪੁਰ ਬੈਂਚ ਨੇ ਪਿਛਲੇ ਦਿਨੀਂ ਰਾਸ਼ਟਰਪਤੀ ਦੇ ਫਰਮਾਨ ਨੂੰ 2:1 ਦੇ ਬਹੁਮੱਤ ਨਾਲ ਰੱਦ ਕਰ ਦਿੱਤਾ ਸੀ, ਪਰ ਕੇਂਦਰ ਨੂੰ ਇਸ ਫੈਸਲੇ ਵਿਰੁੱਧ ਅਪੀਲ ਕਰ ਦੇ ਕਾਬਲ ਬਣਾਉਣ ਵਾਸਤੇ ਫੈਸਲੇ ਉਤੇ ਅਮਲ ਉਪਰ ਦੋ ਹਫਤਿਆਂ ਲਈ ਰੋਕ ਲਗਾ ਦਿੱਤੀ ਸੀ। ਵਰਨਣਯੋਗ ਹੈ ਕਿ 6 ਦਸੰਬਰ ਦੇ ਅਯੁੱਧਿਆ ਕਾਂਡ ਅਤੇ ਉਸ ਤੋਂ ਬਾਅਦ ਵਾਪਰੀਆਂ ਹਿੰਸਕ ਘਟਨਾਵਾਂ ਤੋਂ ਬਾਅਦ ਰਾਸ਼ਟਰਪਤੀ ਨੇ 15 ਦਸੰਬਰ ਨੂੰ ਫਰਮਾਨ ਜਾਰੀ ਕਰ ਕੇ ਤਿੰਨ ਰਾਜਾਂ- ਮੱਧ ਪ੍ਰਦੇਸ਼, ਹਿਮਾਚਲ ਪ੍ਰਦੇਸ਼ ਅਤੇ ਰਾਜਸਥਾਨ ਦੀਆਂ ਭਾਜਪਾ ਸਰਕਾਰਾਂ ਬਰਤਰਫ ਕਰ ਦਿੱਤੀਆਂ ਸਨ ਅਤੇ ਤਿੰਨ ਰਾਜਾਂ ਵਿੱਚ ਸੰਵਿਧਾਨ ਦੀ ਧਾਰਾ 356 ਅਧੀਨ ਰਾਸ਼ਟਰਪਤੀ ਰਾਜ ਲਾਗੂ ਕਰ ਦਿੱਤਾ ਸੀ। [58, 602, 229, 1012]
article-column [602, 159, 756, 404]
headline-line: ਦੇ ਫੈਸਲੇ ਵਿਰੁੱਧ ਅਪੀਲ [144, 552, 321, 577]
article-column [597, 1094, 782, 1490]
article-column [58, 1258, 228, 1490]
